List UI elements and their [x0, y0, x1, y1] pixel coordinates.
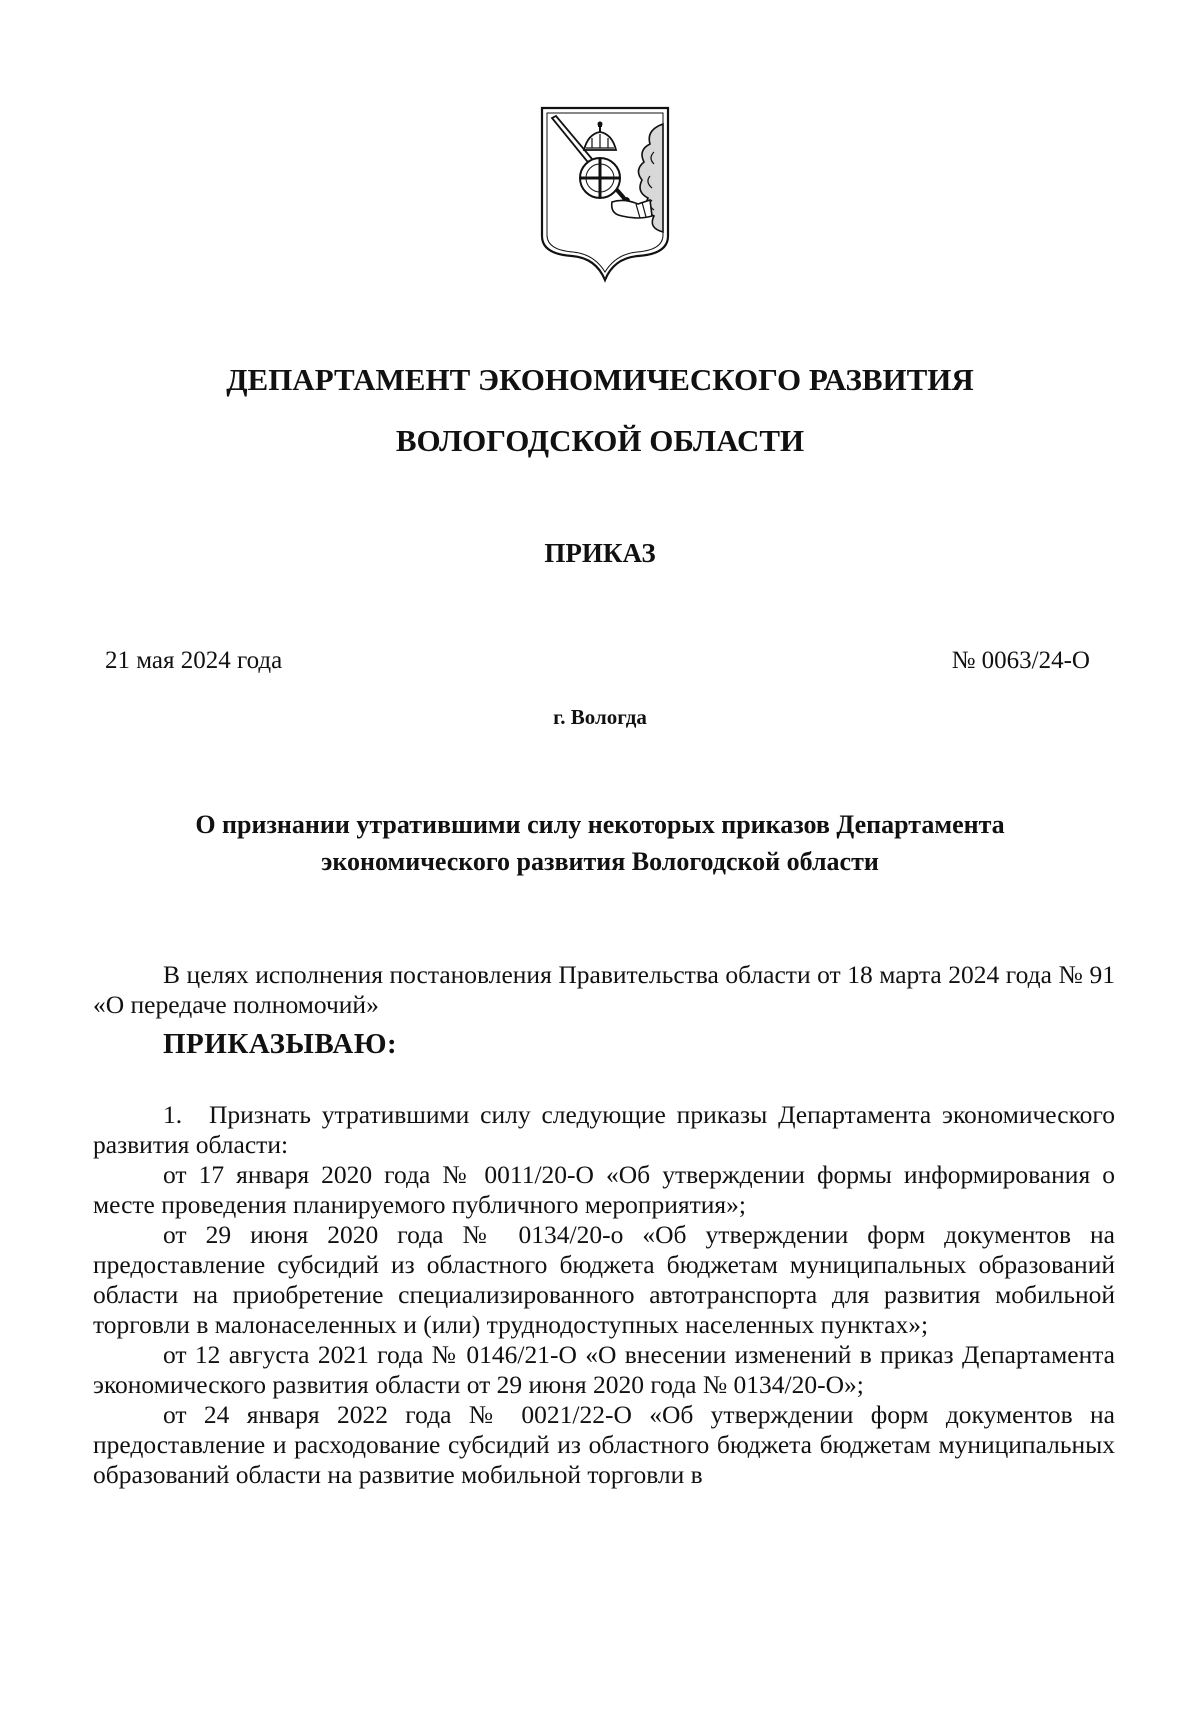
order-city: г. Вологда — [553, 705, 647, 729]
clause-1 — [93, 1100, 1115, 1160]
list-item: от 12 августа 2021 года № 0146/21-О «О внесении изменений в приказ Департамента экономического развития области от 29 июня 2020 года № 0134/20-О»; — [93, 1340, 1115, 1399]
order-number: № 0063/24-О — [951, 647, 1090, 674]
clause-text: Признать утратившими силу следующие приказы Департамента экономического развития области: — [93, 1100, 1115, 1159]
list-item: от 24 января 2022 года № 0021/22-О «Об утверждении форм документов на предоставление и расходование субсидий из областного бюджета бюджетам муниципальных образований области на развитие мобильной торговли в — [93, 1400, 1115, 1489]
department-title-line2: ВОЛОГОДСКОЙ ОБЛАСТИ — [395, 423, 805, 458]
order-date: 21 мая 2024 года — [105, 647, 283, 674]
preamble-text: В целях исполнения постановления Правительства области от 18 марта 2024 года № 91 «О передаче полномочий» — [93, 960, 1115, 1019]
clause-number: 1. — [163, 1100, 183, 1129]
order-clauses — [93, 1100, 1115, 1490]
preamble-block — [93, 960, 1115, 1020]
subject-line2: экономического развития Вологодской области — [321, 847, 879, 876]
department-title-line1: ДЕПАРТАМЕНТ ЭКОНОМИЧЕСКОГО РАЗВИТИЯ — [226, 362, 974, 397]
list-item: от 17 января 2020 года № 0011/20-О «Об утверждении формы информирования о месте проведения планируемого публичного мероприятия»; — [93, 1160, 1115, 1219]
subject-line1: О признании утратившими силу некоторых приказов Департамента — [195, 810, 1005, 839]
list-item: от 29 июня 2020 года № 0134/20-о «Об утверждении форм документов на предоставление субсидий из областного бюджета бюджетам муниципальных образований области на приобретение специализированного автотранспорта для развития мобильной торговли в малонаселенных и (или) труднодоступных населенных пунктах»; — [93, 1220, 1115, 1339]
decree-word: ПРИКАЗЫВАЮ: — [163, 1028, 398, 1060]
coat-of-arms-icon — [538, 104, 672, 286]
document-type: ПРИКАЗ — [544, 538, 656, 568]
